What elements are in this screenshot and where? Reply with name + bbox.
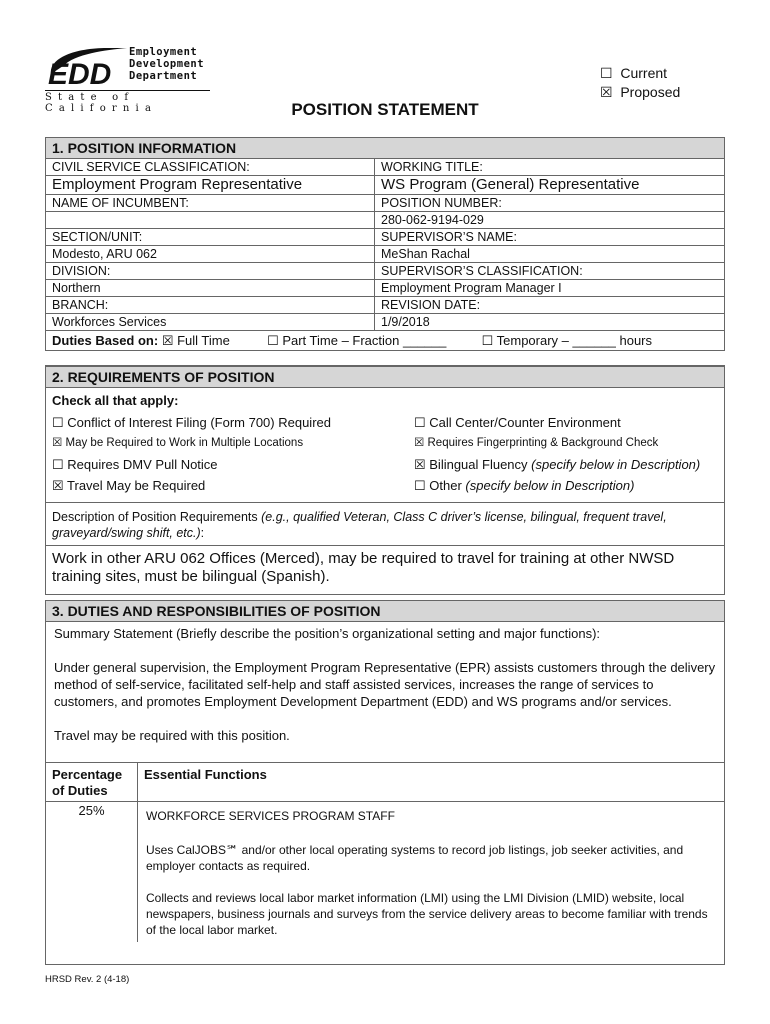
position-info-grid	[46, 159, 724, 331]
req-travel[interactable]: ☒ Travel May be Required	[52, 478, 206, 493]
position-info-left-cell[interactable]: Modesto, ARU 062	[46, 246, 374, 263]
current-option[interactable]	[600, 64, 680, 83]
req-conflict-of-interest[interactable]: ☐ Conflict of Interest Filing (Form 700) Required	[52, 415, 331, 430]
req-multiple-locations[interactable]: ☒ May be Required to Work in Multiple Locations	[52, 437, 304, 449]
part-time-option[interactable]: ☐ Part Time – Fraction ______	[267, 333, 447, 348]
position-info-right-cell: SUPERVISOR’S CLASSIFICATION:	[374, 263, 724, 280]
requirements-checklist	[52, 412, 718, 496]
essential-functions-header: Essential Functions	[138, 763, 724, 802]
position-info-right-cell[interactable]: WS Program (General) Representative	[374, 176, 724, 195]
description-label-block	[46, 502, 724, 545]
position-info-left-cell: CIVIL SERVICE CLASSIFICATION:	[46, 159, 374, 176]
req-fingerprinting[interactable]: ☒ Requires Fingerprinting & Background Check	[414, 437, 659, 449]
summary-label: Summary Statement (Briefly describe the position’s organizational setting and major functions):	[54, 626, 601, 641]
logo-line-3: Department	[129, 70, 198, 82]
edd-mark-text: EDD	[48, 58, 112, 88]
section-requirements	[45, 365, 725, 595]
position-info-right-cell[interactable]: 1/9/2018	[374, 314, 724, 331]
duty-percentage[interactable]: 25%	[78, 803, 105, 818]
req-dmv-pull-notice[interactable]: ☐ Requires DMV Pull Notice	[52, 457, 218, 472]
temporary-option[interactable]: ☐ Temporary – ______ hours	[481, 333, 653, 348]
section-2-heading: 2. REQUIREMENTS OF POSITION	[46, 366, 724, 388]
req-bilingual-label: ☒ Bilingual Fluency	[414, 457, 528, 472]
section-duties	[45, 600, 725, 965]
duties-table	[46, 762, 724, 942]
position-info-right-cell[interactable]: MeShan Rachal	[374, 246, 724, 263]
percentage-header: Percentage of Duties	[46, 763, 137, 802]
current-checkbox[interactable]: ☐	[600, 65, 613, 81]
logo-line-2: Development	[129, 58, 205, 70]
position-info-left-cell: NAME OF INCUMBENT:	[46, 195, 374, 212]
summary-statement[interactable]: Under general supervision, the Employment Program Representative (EPR) assists customers through the delivery method of self-service, facilitated self-help and staff assisted services, increases the range of services to customers, and promotes Employment Development Department (EDD) and WS programs and/or services.	[54, 660, 716, 709]
position-info-right-cell[interactable]: 280-062-9194-029	[374, 212, 724, 229]
description-label: Description of Position Requirements	[52, 510, 258, 524]
edd-logo	[45, 44, 210, 114]
position-info-right-cell: SUPERVISOR’S NAME:	[374, 229, 724, 246]
section-1-heading: 1. POSITION INFORMATION	[46, 138, 724, 159]
form-revision-footer: HRSD Rev. 2 (4-18)	[45, 974, 130, 985]
duty-paragraph[interactable]: Uses CalJOBS℠ and/or other local operating systems to record job listings, job seeker activities, and employer contacts as required.	[146, 843, 684, 873]
section-position-information	[45, 137, 725, 351]
req-other[interactable]	[414, 475, 718, 496]
edd-logo-mark	[45, 44, 129, 88]
description-hint: (e.g., qualified Veteran, Class C driver’s license, bilingual, frequent travel, graveyard/swing shift, etc.)	[52, 510, 667, 540]
travel-note[interactable]: Travel may be required with this position.	[54, 728, 290, 743]
req-bilingual-note: (specify below in Description)	[531, 457, 701, 472]
req-bilingual-fluency[interactable]	[414, 454, 718, 475]
proposed-label: Proposed	[620, 84, 681, 100]
current-label: Current	[620, 65, 668, 81]
position-info-right-cell: POSITION NUMBER:	[374, 195, 724, 212]
duties-based-on-row	[46, 331, 724, 350]
req-call-center[interactable]: ☐ Call Center/Counter Environment	[414, 415, 621, 430]
position-info-left-cell: SECTION/UNIT:	[46, 229, 374, 246]
duties-based-on-label: Duties Based on:	[52, 333, 159, 348]
status-options	[600, 64, 680, 102]
description-value[interactable]: Work in other ARU 062 Offices (Merced), may be required to travel for training at other NWSD training sites, must be bilingual (Spanish).	[46, 545, 724, 594]
position-info-right-cell: REVISION DATE:	[374, 297, 724, 314]
position-info-left-cell[interactable]: Workforces Services	[46, 314, 374, 331]
description-colon: :	[200, 526, 205, 540]
logo-line-1: Employment	[129, 46, 198, 58]
position-info-left-cell[interactable]: Employment Program Representative	[46, 176, 374, 195]
logo-state-text: State of California	[45, 90, 210, 114]
req-other-label: ☐ Other	[414, 478, 462, 493]
req-other-note: (specify below in Description)	[465, 478, 635, 493]
proposed-checkbox[interactable]: ☒	[600, 84, 613, 100]
position-info-right-cell[interactable]: Employment Program Manager I	[374, 280, 724, 297]
duty-paragraph[interactable]: Collects and reviews local labor market information (LMI) using the LMI Division (LMID) website, local newspapers, business journals and surveys from the service delivery areas to become familiar with trends of the local labor market.	[146, 891, 708, 937]
full-time-option[interactable]: ☒ Full Time	[161, 333, 230, 348]
duty-title[interactable]: WORKFORCE SERVICES PROGRAM STAFF	[146, 809, 395, 823]
position-info-left-cell[interactable]	[46, 212, 374, 229]
position-info-left-cell[interactable]: Northern	[46, 280, 374, 297]
position-info-right-cell: WORKING TITLE:	[374, 159, 724, 176]
position-info-left-cell: BRANCH:	[46, 297, 374, 314]
section-3-heading: 3. DUTIES AND RESPONSIBILITIES OF POSITION	[46, 601, 724, 622]
position-info-left-cell: DIVISION:	[46, 263, 374, 280]
check-all-label: Check all that apply:	[52, 393, 179, 408]
page-title: POSITION STATEMENT	[291, 100, 479, 119]
